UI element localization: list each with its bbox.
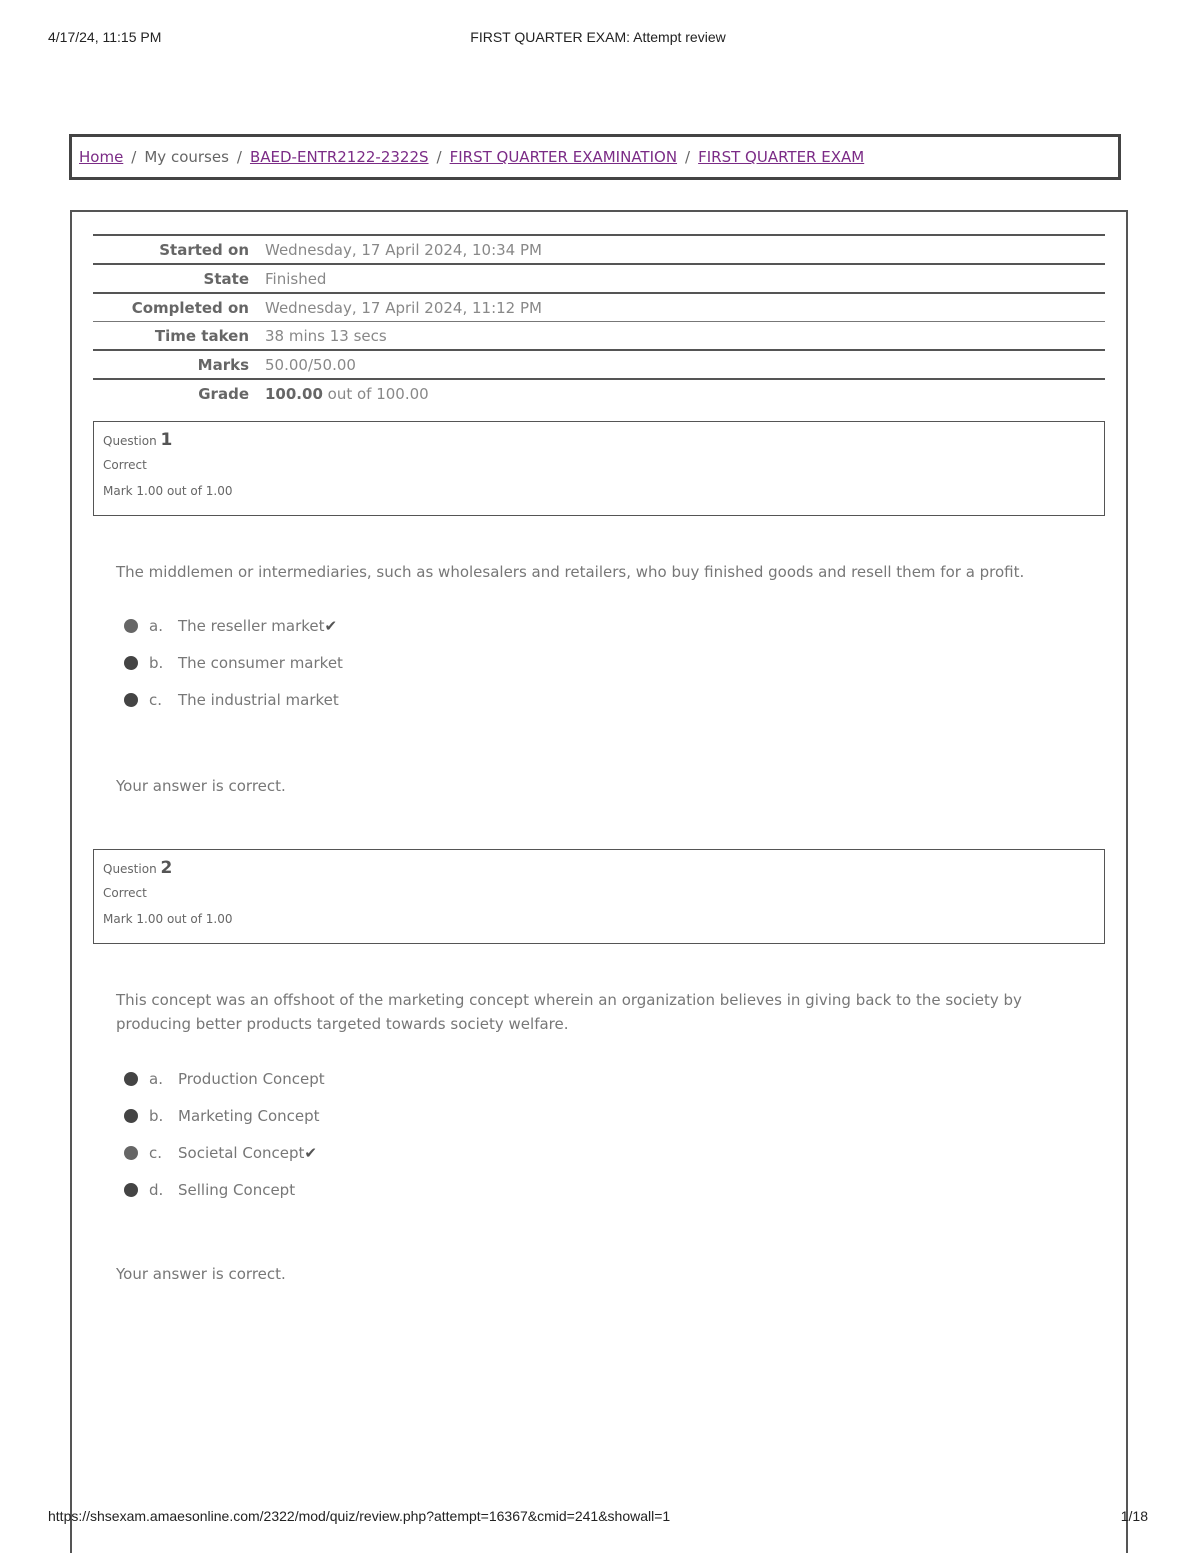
question-number-line (103, 428, 1095, 452)
question-state: Correct (103, 886, 147, 900)
breadcrumb (69, 134, 1121, 180)
answer-letter: b. (149, 1106, 164, 1125)
summary-label: Completed on (131, 298, 249, 317)
breadcrumb-separator: / (436, 148, 442, 166)
answer-option[interactable] (124, 1060, 724, 1097)
answer-text: Marketing Concept (178, 1106, 320, 1125)
summary-label: Time taken (154, 326, 249, 345)
answer-option[interactable] (124, 1097, 724, 1134)
breadcrumb-quiz-link[interactable]: FIRST QUARTER EXAM (698, 148, 865, 166)
answer-option[interactable] (124, 1171, 724, 1208)
summary-row-state (93, 264, 1105, 293)
radio-icon[interactable] (124, 1072, 138, 1086)
breadcrumb-separator: / (236, 148, 242, 166)
breadcrumb-home-link[interactable]: Home (79, 148, 124, 166)
answer-option[interactable] (124, 644, 724, 681)
summary-row-time-taken (93, 322, 1105, 351)
question-info-box (93, 421, 1105, 516)
attempt-summary-table (93, 234, 1105, 407)
question-state: Correct (103, 458, 147, 472)
breadcrumb-section-link[interactable]: FIRST QUARTER EXAMINATION (449, 148, 678, 166)
answer-list (124, 607, 724, 718)
print-page-title: FIRST QUARTER EXAM: Attempt review (470, 29, 726, 45)
radio-icon[interactable] (124, 693, 138, 707)
answer-letter: a. (149, 1069, 163, 1088)
summary-label: State (203, 269, 249, 288)
radio-icon[interactable] (124, 656, 138, 670)
answer-letter: c. (149, 690, 163, 709)
answer-list (124, 1060, 724, 1208)
breadcrumb-course-link[interactable]: BAED-ENTR2122-2322S (249, 148, 429, 166)
question-mark: Mark 1.00 out of 1.00 (103, 484, 233, 498)
summary-row-completed (93, 293, 1105, 322)
question-number: 2 (160, 858, 173, 878)
summary-row-marks (93, 350, 1105, 379)
question-label: Question (103, 862, 157, 876)
summary-row-started (93, 235, 1105, 264)
radio-selected-icon[interactable] (124, 1146, 138, 1160)
print-datetime: 4/17/24, 11:15 PM (48, 29, 162, 45)
grade-out-of: out of 100.00 (322, 384, 429, 403)
question-label: Question (103, 434, 157, 448)
summary-value: 50.00/50.00 (265, 355, 356, 374)
breadcrumb-separator: / (131, 148, 137, 166)
question-info-box (93, 849, 1105, 944)
print-header (48, 29, 1148, 47)
question-mark: Mark 1.00 out of 1.00 (103, 912, 233, 926)
question-number-line (103, 856, 1095, 880)
print-page-number: 1/18 (1120, 1508, 1148, 1524)
summary-value: 38 mins 13 secs (265, 326, 387, 345)
grade-score: 100.00 (265, 384, 323, 403)
answer-feedback: Your answer is correct. (116, 777, 286, 795)
radio-selected-icon[interactable] (124, 619, 138, 633)
answer-letter: d. (149, 1180, 164, 1199)
print-footer (48, 1508, 1148, 1526)
checkmark-icon: ✔ (324, 616, 338, 635)
answer-letter: b. (149, 653, 164, 672)
answer-option[interactable] (124, 607, 724, 644)
print-url: https://shsexam.amaesonline.com/2322/mod/quiz/review.php?attempt=16367&cmid=241&showall=1 (48, 1508, 671, 1524)
breadcrumb-my-courses: My courses (144, 148, 229, 166)
checkmark-icon: ✔ (304, 1143, 317, 1162)
summary-value: Wednesday, 17 April 2024, 11:12 PM (265, 298, 542, 317)
radio-icon[interactable] (124, 1183, 138, 1197)
question-text: The middlemen or intermediaries, such as wholesalers and retailers, who buy finished goods and resell them for a profit. (116, 563, 1025, 581)
answer-text: Production Concept (178, 1069, 325, 1088)
summary-label: Started on (159, 240, 249, 259)
summary-label: Marks (197, 355, 249, 374)
question-number: 1 (160, 430, 173, 450)
answer-letter: a. (149, 616, 163, 635)
answer-text: The reseller market (178, 616, 325, 635)
question-text: This concept was an offshoot of the marketing concept wherein an organization believes in giving back to the society by producing better products targeted towards society welfare. (116, 991, 1022, 1033)
answer-text: The consumer market (178, 653, 343, 672)
summary-label: Grade (198, 384, 249, 403)
answer-text: The industrial market (178, 690, 339, 709)
summary-row-grade (93, 379, 1105, 407)
answer-option[interactable] (124, 681, 724, 718)
answer-text: Societal Concept (178, 1143, 305, 1162)
answer-text: Selling Concept (178, 1180, 296, 1199)
summary-value (265, 379, 1105, 407)
answer-feedback: Your answer is correct. (116, 1265, 286, 1283)
answer-option[interactable] (124, 1134, 724, 1171)
radio-icon[interactable] (124, 1109, 138, 1123)
summary-value: Wednesday, 17 April 2024, 10:34 PM (265, 240, 542, 259)
summary-value: Finished (265, 269, 327, 288)
breadcrumb-separator: / (685, 148, 691, 166)
answer-letter: c. (149, 1143, 163, 1162)
